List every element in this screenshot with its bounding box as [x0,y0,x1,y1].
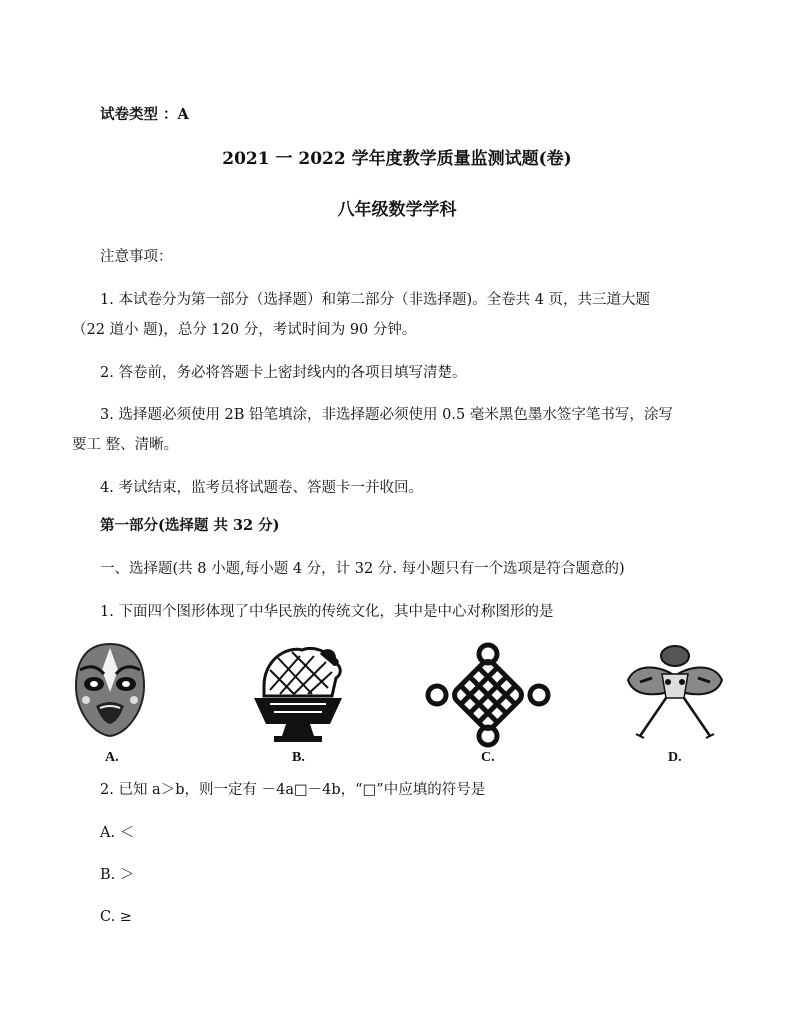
option-d-figure[interactable] [622,640,752,768]
flower-basket-papercut-icon [250,640,346,748]
option-c-figure[interactable] [425,640,555,768]
question-2-stem: 2. 已知 a＞b，则一定有 －4a□－4b，“□”中应填的符号是 [100,782,486,798]
chinese-knot-icon [425,640,551,750]
option-d-label: D. [668,750,682,765]
kite-icon [622,640,728,746]
part1-heading: 第一部分(选择题 共 32 分) [100,517,280,534]
option-c-label: C. [481,750,495,765]
option-a-label: A. [105,750,119,765]
note-item-1-line2: （22 道小 题)，总分 120 分，考试时间为 90 分钟。 [72,322,417,338]
question-2-option-b: B. ＞ [100,867,135,883]
option-b-label: B. [292,750,305,765]
question-1-stem: 1. 下面四个图形体现了中华民族的传统文化，其中是中心对称图形的是 [100,604,554,620]
note-item-3-line2: 要工 整、清晰。 [72,437,179,453]
question-2-option-c: C. ≥ [100,909,132,925]
section-heading: 一、选择题(共 8 小题,每小题 4 分，计 32 分. 每小题只有一个选项是符合题意的) [100,561,625,577]
paper-type: 试卷类型 ：A [100,106,189,123]
option-a-figure[interactable] [70,640,200,768]
option-b-figure[interactable] [250,640,380,768]
note-item-4: 4. 考试结束，监考员将试题卷、答题卡一并收回。 [100,480,423,496]
exam-title: 2021 一 2022 学年度教学质量监测试题(卷) [222,149,572,169]
opera-mask-icon [70,640,150,740]
note-item-1-line1: 1. 本试卷分为第一部分（选择题）和第二部分（非选择题)。全卷共 4 页，共三道大题 [100,292,651,308]
exam-subtitle: 八年级数学学科 [337,200,457,220]
note-item-3-line1: 3. 选择题必须使用 2B 铅笔填涂，非选择题必须使用 0.5 毫米黑色墨水签字笔书写，涂写 [100,407,673,423]
note-item-2: 2. 答卷前，务必将答题卡上密封线内的各项目填写清楚。 [100,365,467,381]
notes-heading: 注意事项： [100,249,173,265]
question-2-option-a: A. ＜ [100,825,135,841]
